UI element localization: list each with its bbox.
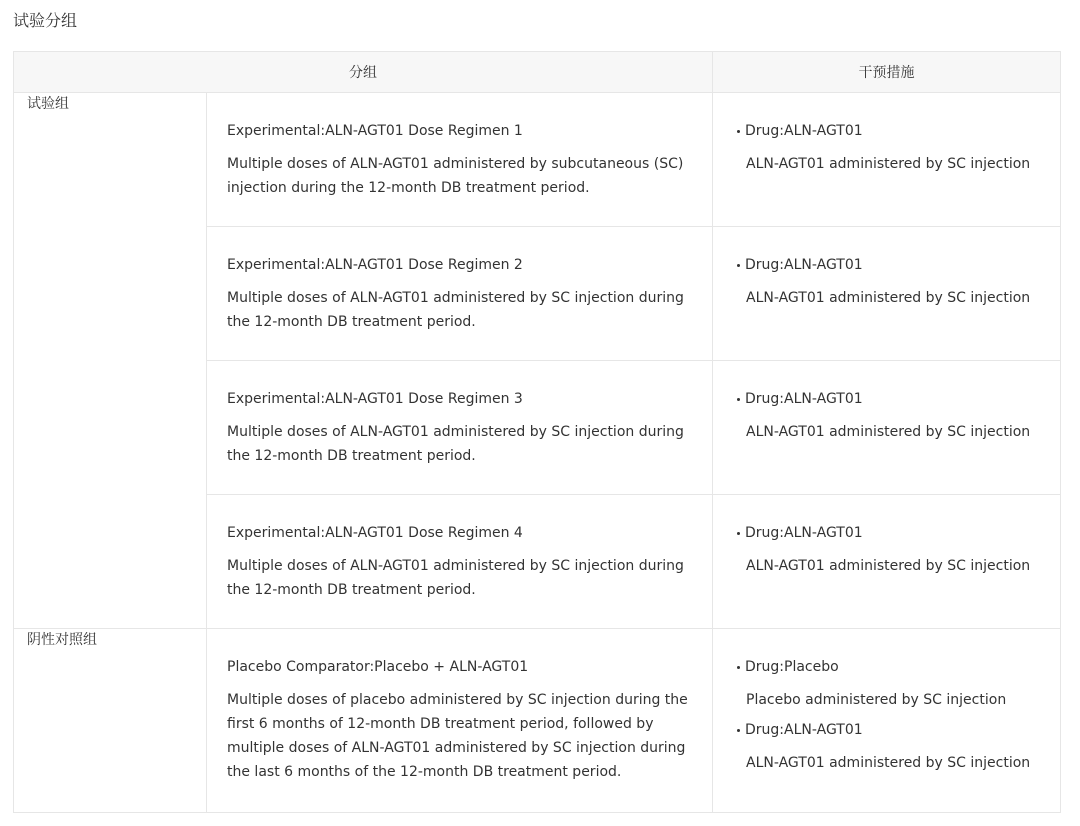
- arm-description: Multiple doses of ALN-AGT01 administered by SC injection during the 12-month DB treatment period.: [227, 558, 684, 598]
- bullet-icon: [737, 398, 740, 401]
- bullet-icon: [737, 264, 740, 267]
- arm-cell: [207, 629, 713, 813]
- intervention-cell: [713, 495, 1061, 629]
- arm-title: Experimental:ALN-AGT01 Dose Regimen 4: [227, 525, 523, 541]
- intervention-name: Drug:ALN-AGT01: [745, 722, 863, 738]
- intervention-name: Drug:ALN-AGT01: [745, 391, 863, 407]
- intervention-cell: [713, 93, 1061, 227]
- intervention-item: [737, 720, 1040, 773]
- arm-description: Multiple doses of ALN-AGT01 administered by SC injection during the 12-month DB treatment period.: [227, 424, 684, 464]
- bullet-icon: [737, 130, 740, 133]
- intervention-description: ALN-AGT01 administered by SC injection: [746, 424, 1031, 440]
- arm-cell: [207, 227, 713, 361]
- intervention-description: Placebo administered by SC injection: [746, 692, 1007, 708]
- arm-title: Experimental:ALN-AGT01 Dose Regimen 3: [227, 391, 523, 407]
- arm-description: Multiple doses of placebo administered by SC injection during the first 6 months of 12-month DB treatment period, followed by multiple doses of ALN-AGT01 administered by SC injection during the last 6 months of the 12-month DB treatment period.: [227, 692, 688, 780]
- arm-description: Multiple doses of ALN-AGT01 administered by SC injection during the 12-month DB treatment period.: [227, 290, 684, 330]
- intervention-description: ALN-AGT01 administered by SC injection: [746, 290, 1031, 306]
- arm-cell: [207, 495, 713, 629]
- intervention-cell: [713, 629, 1061, 813]
- arm-title: Placebo Comparator:Placebo + ALN-AGT01: [227, 659, 529, 675]
- arm-title: Experimental:ALN-AGT01 Dose Regimen 2: [227, 257, 523, 273]
- arm-cell: [207, 93, 713, 227]
- header-intervention: 干预措施: [713, 52, 1061, 93]
- intervention-item: [737, 255, 1040, 308]
- arm-title: Experimental:ALN-AGT01 Dose Regimen 1: [227, 123, 523, 139]
- arms-table: [13, 51, 1061, 813]
- intervention-item: [737, 523, 1040, 576]
- intervention-description: ALN-AGT01 administered by SC injection: [746, 156, 1031, 172]
- intervention-cell: [713, 227, 1061, 361]
- table-header-row: [14, 52, 1061, 93]
- intervention-cell: [713, 361, 1061, 495]
- bullet-icon: [737, 532, 740, 535]
- bullet-icon: [737, 666, 740, 669]
- intervention-name: Drug:ALN-AGT01: [745, 525, 863, 541]
- section-title: 试验分组: [13, 11, 78, 30]
- bullet-icon: [737, 729, 740, 732]
- group-label-placebo: 阴性对照组: [14, 629, 207, 813]
- intervention-item: [737, 657, 1040, 710]
- intervention-description: ALN-AGT01 administered by SC injection: [746, 755, 1031, 771]
- intervention-item: [737, 389, 1040, 442]
- intervention-description: ALN-AGT01 administered by SC injection: [746, 558, 1031, 574]
- arm-description: Multiple doses of ALN-AGT01 administered by subcutaneous (SC) injection during the 12-month DB treatment period.: [227, 156, 684, 196]
- header-arm: 分组: [14, 52, 713, 93]
- table-row: [14, 93, 1061, 227]
- table-row: [14, 629, 1061, 813]
- intervention-name: Drug:ALN-AGT01: [745, 257, 863, 273]
- intervention-item: [737, 121, 1040, 174]
- intervention-name: Drug:ALN-AGT01: [745, 123, 863, 139]
- intervention-name: Drug:Placebo: [745, 659, 839, 675]
- group-label-experimental: 试验组: [14, 93, 207, 629]
- arm-cell: [207, 361, 713, 495]
